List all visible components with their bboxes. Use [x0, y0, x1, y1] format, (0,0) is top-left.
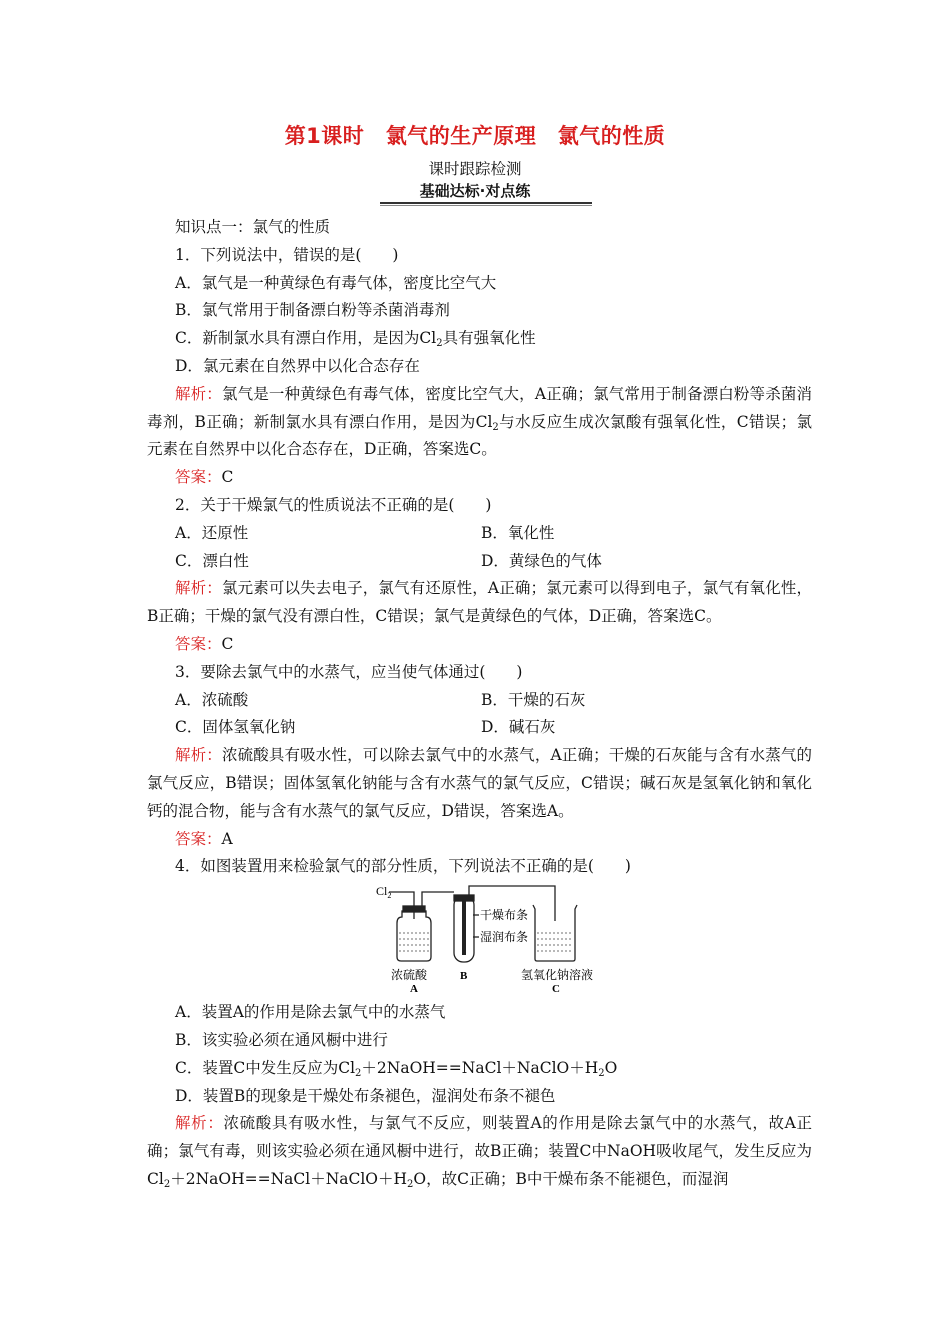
- letter-c: C: [552, 983, 560, 994]
- dry-strip-label: 干燥布条: [480, 908, 529, 923]
- q4-option-a: A．装置A的作用是除去氯气中的水蒸气: [175, 1003, 446, 1022]
- q2-options-row-1: [147, 520, 812, 548]
- answer-label: 答案：: [175, 468, 222, 487]
- q2-option-a: A．还原性: [175, 523, 249, 542]
- q1-explanation: 解析：氯气是一种黄绿色有毒气体，密度比空气大，A正确；氯气常用于制备漂白粉等杀菌消毒剂，B正确；新制氯水具有漂白作用，是因为$Cl_2$与水反应生成次氯酸有强氧化性，C错误；氯元素在自然界中以化合态存在，D正确，答案选C。: [147, 384, 812, 459]
- apparatus-diagram: [369, 881, 619, 993]
- q4-option-b: B．该实验必须在通风橱中进行: [175, 1030, 388, 1049]
- cl2-label: $Cl_2$: [376, 884, 392, 901]
- q2-option-b: B．氧化性: [481, 523, 555, 542]
- q2-stem: 2．关于干燥氯气的性质说法不正确的是( ): [175, 495, 492, 514]
- label-a: 浓硫酸: [391, 968, 428, 983]
- banner-underline: [380, 202, 592, 204]
- q3-explanation: 解析：浓硫酸具有吸水性，可以除去氯气中的水蒸气，A正确；干燥的石灰能与含有水蒸气的氯气反应，B错误；固体氢氧化钠能与含有水蒸气的氯气反应，C错误；碱石灰是氢氧化钠和氧化钙的混合物，能与含有水蒸气的氯气反应，D错误，答案选A。: [147, 746, 812, 820]
- q3-answer: 答案：A: [175, 829, 233, 848]
- explanation-label: 解析：: [175, 746, 222, 765]
- q3-option-d: D．碱石灰: [481, 718, 556, 737]
- explanation-label: 解析：: [175, 384, 222, 403]
- explanation-label: 解析：: [175, 579, 222, 598]
- label-c: 氢氧化钠溶液: [521, 968, 594, 983]
- section-banner: 基础达标·对点练: [419, 182, 531, 200]
- banner-underline-thin: [380, 205, 592, 206]
- q1-option-b: B．氯气常用于制备漂白粉等杀菌消毒剂: [175, 301, 450, 320]
- q3-stem: 3．要除去氯气中的水蒸气，应当使气体通过( ): [175, 662, 523, 681]
- q3-option-c: C．固体氢氧化钠: [175, 718, 296, 737]
- apparatus-figure: [147, 881, 812, 999]
- letter-b: B: [460, 970, 468, 983]
- q3-options-row-2: [147, 714, 812, 742]
- answer-label: 答案：: [175, 634, 222, 653]
- q2-explanation: 解析：氯元素可以失去电子，氯气有还原性，A正确；氯元素可以得到电子，氯气有氧化性，B正确；干燥的氯气没有漂白性，C错误；氯气是黄绿色的气体，D正确，答案选C。: [147, 579, 812, 626]
- page-title: 第1课时 氯气的生产原理 氯气的性质: [284, 124, 666, 148]
- q2-answer: 答案：C: [175, 634, 234, 653]
- q4-stem: 4．如图装置用来检验氯气的部分性质，下列说法不正确的是( ): [175, 857, 631, 876]
- q1-option-d: D．氯元素在自然界中以化合态存在: [175, 356, 420, 375]
- q1-answer: 答案：C: [175, 468, 234, 487]
- q3-option-b: B．干燥的石灰: [481, 690, 586, 709]
- tube-b-stopper: [454, 895, 474, 901]
- q2-option-d: D．黄绿色的气体: [481, 551, 602, 570]
- q3-option-a: A．浓硫酸: [175, 690, 249, 709]
- q3-options-row-1: [147, 687, 812, 715]
- q4-option-c: C．装置C中发生反应为$Cl_2+2NaOH==NaCl+NaClO+H_2O$: [175, 1058, 618, 1079]
- explanation-label: 解析：: [175, 1114, 224, 1133]
- q4-explanation: 解析：浓硫酸具有吸水性，与氯气不反应，则装置A的作用是除去氯气中的水蒸气，故A正确；氯气有毒，则该实验必须在通风橱中进行，故B正确；装置C中NaOH吸收尾气，发生反应为$Cl_2+2NaOH==NaCl+NaClO+H_2O$，故C正确；B中干燥布条不能褪色，而湿润: [147, 1114, 812, 1190]
- question-content: [147, 214, 812, 1194]
- q4-option-d: D．装置B的现象是干燥处布条褪色，湿润处布条不褪色: [175, 1086, 556, 1105]
- knowledge-point-heading: 知识点一：氯气的性质: [175, 218, 331, 236]
- answer-label: 答案：: [175, 829, 222, 848]
- wet-strip-label: 湿润布条: [480, 930, 529, 945]
- q2-options-row-2: [147, 548, 812, 576]
- tube-a-to-b: [422, 892, 454, 909]
- q1-option-c: C．新制氯水具有漂白作用，是因为$Cl_2$具有强氧化性: [175, 329, 536, 350]
- page-subtitle: 课时跟踪检测: [428, 160, 522, 178]
- q1-stem: 1．下列说法中，错误的是( ): [175, 245, 399, 264]
- q1-option-a: A．氯气是一种黄绿色有毒气体，密度比空气大: [175, 273, 497, 292]
- letter-a: A: [410, 983, 418, 994]
- q2-option-c: C．漂白性: [175, 551, 249, 570]
